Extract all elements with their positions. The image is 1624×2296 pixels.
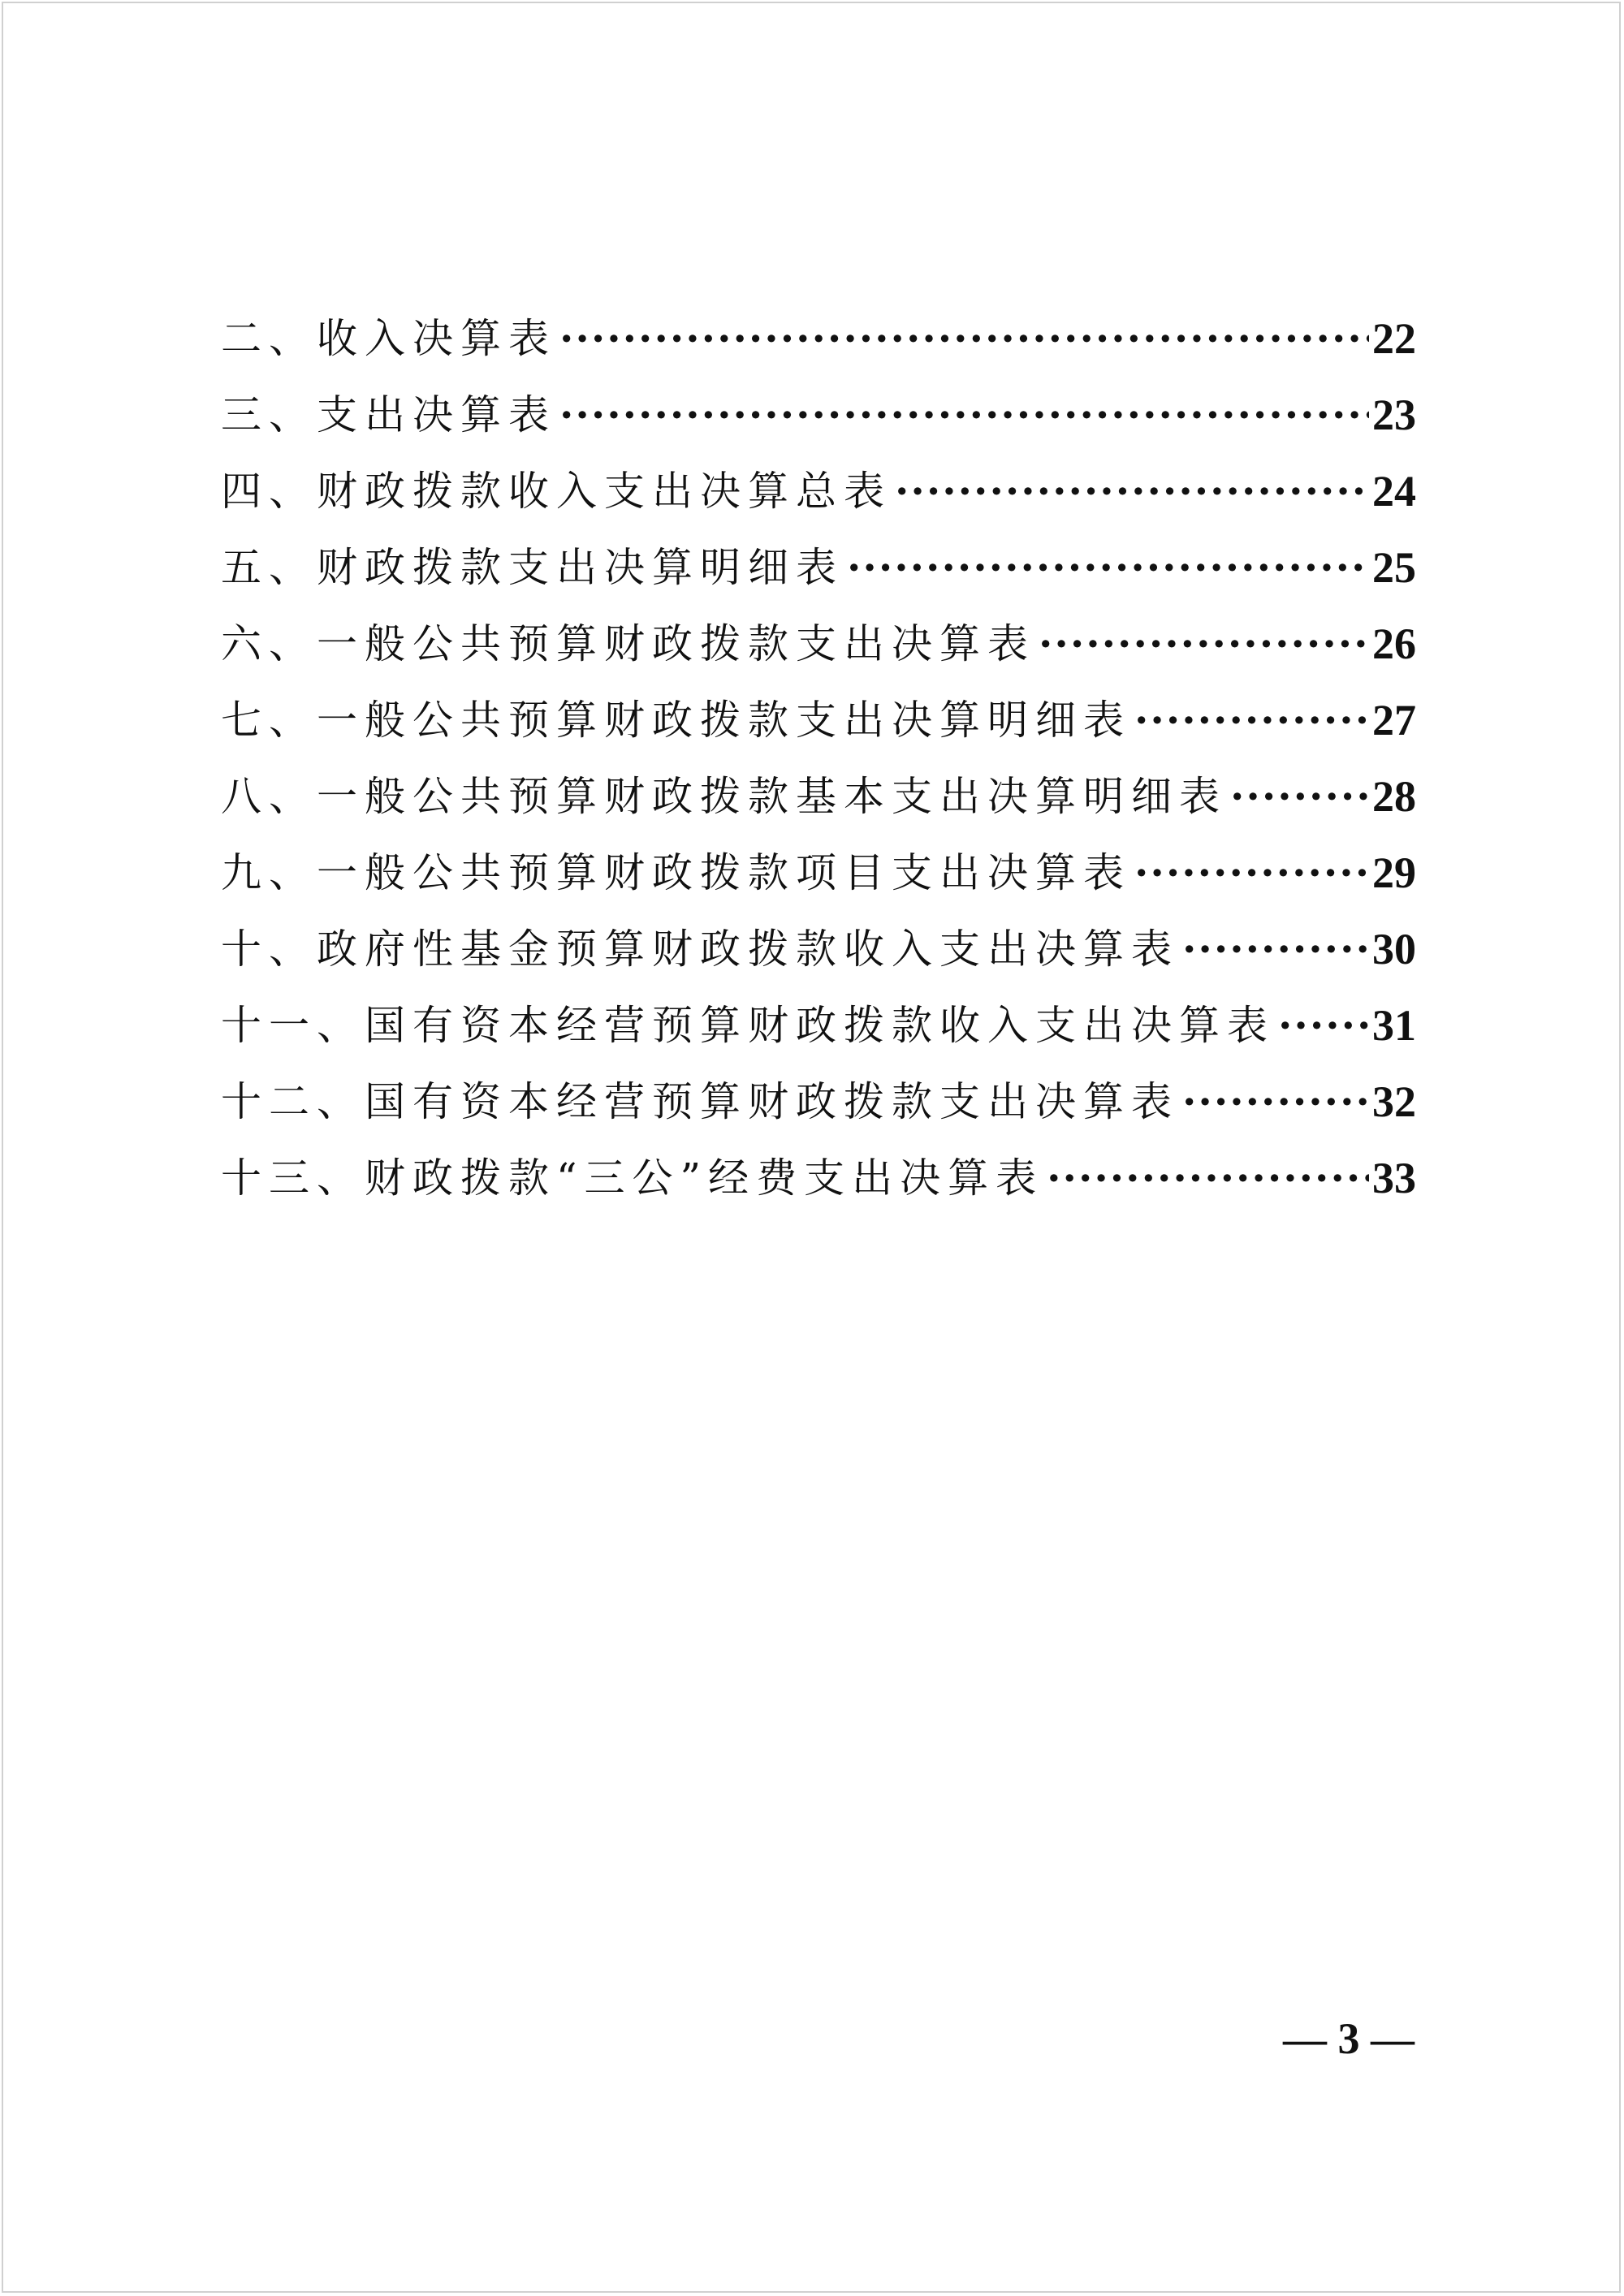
- toc-dot-leader: [1047, 1140, 1369, 1216]
- toc-entry[interactable]: [221, 758, 1416, 835]
- toc-entry-page: 29: [1372, 848, 1416, 897]
- toc-entry[interactable]: [221, 453, 1416, 529]
- toc-dot-leader: [1182, 1064, 1369, 1140]
- toc-entry-page: 27: [1372, 696, 1416, 744]
- toc-dot-leader: [1039, 606, 1369, 682]
- toc-dot-leader: [1230, 758, 1369, 835]
- toc-entry-title: 十二、国有资本经营预算财政拨款支出决算表: [221, 1078, 1179, 1125]
- toc-dot-leader: [895, 453, 1369, 529]
- toc-entry-page: 30: [1372, 925, 1416, 973]
- toc-entry-title: 四、财政拨款收入支出决算总表: [221, 468, 892, 515]
- toc-entry-title: 十、政府性基金预算财政拨款收入支出决算表: [221, 926, 1179, 973]
- toc-dot-leader: [847, 529, 1369, 606]
- toc-dot-leader: [1134, 682, 1369, 758]
- toc-entry[interactable]: [221, 529, 1416, 606]
- toc-entry[interactable]: [221, 606, 1416, 682]
- toc-entry-title: 三、支出决算表: [221, 391, 556, 438]
- toc-entry-page: 32: [1372, 1077, 1416, 1126]
- toc-entry-page: 31: [1372, 1001, 1416, 1050]
- toc-entry[interactable]: [221, 1140, 1416, 1216]
- toc-entry-page: 26: [1372, 619, 1416, 668]
- toc-entry-page: 22: [1372, 314, 1416, 363]
- toc-entry-page: 28: [1372, 772, 1416, 821]
- toc-entry-title: 八、一般公共预算财政拨款基本支出决算明细表: [221, 773, 1227, 820]
- toc-entry[interactable]: [221, 835, 1416, 911]
- toc-entry-title: 十一、国有资本经营预算财政拨款收入支出决算表: [221, 1002, 1275, 1049]
- toc-dot-leader: [559, 377, 1369, 453]
- toc-entry[interactable]: [221, 987, 1416, 1064]
- toc-entry-page: 23: [1372, 391, 1416, 439]
- toc-dot-leader: [1182, 911, 1369, 987]
- toc-entry[interactable]: [221, 1064, 1416, 1140]
- toc-entry-page: 25: [1372, 543, 1416, 592]
- toc-entry[interactable]: [221, 377, 1416, 453]
- toc-entry-page: 24: [1372, 467, 1416, 516]
- toc-entry-title: 二、收入决算表: [221, 315, 556, 362]
- toc-entry-title: 五、财政拨款支出决算明细表: [221, 544, 844, 591]
- toc-entry-title: 七、一般公共预算财政拨款支出决算明细表: [221, 697, 1131, 744]
- toc-dot-leader: [1134, 835, 1369, 911]
- toc-dot-leader: [1278, 987, 1369, 1064]
- toc-entry[interactable]: [221, 911, 1416, 987]
- toc-entry-title: 九、一般公共预算财政拨款项目支出决算表: [221, 849, 1131, 896]
- toc-entry[interactable]: [221, 300, 1416, 377]
- toc-entry-page: 33: [1372, 1154, 1416, 1202]
- toc-dot-leader: [559, 300, 1369, 377]
- toc-entry-title: 十三、财政拨款“三公”经费支出决算表: [221, 1154, 1044, 1202]
- toc-entry-title: 六、一般公共预算财政拨款支出决算表: [221, 620, 1035, 667]
- page-number: — 3 —: [1283, 2014, 1415, 2063]
- table-of-contents: [221, 300, 1416, 1216]
- toc-entry[interactable]: [221, 682, 1416, 758]
